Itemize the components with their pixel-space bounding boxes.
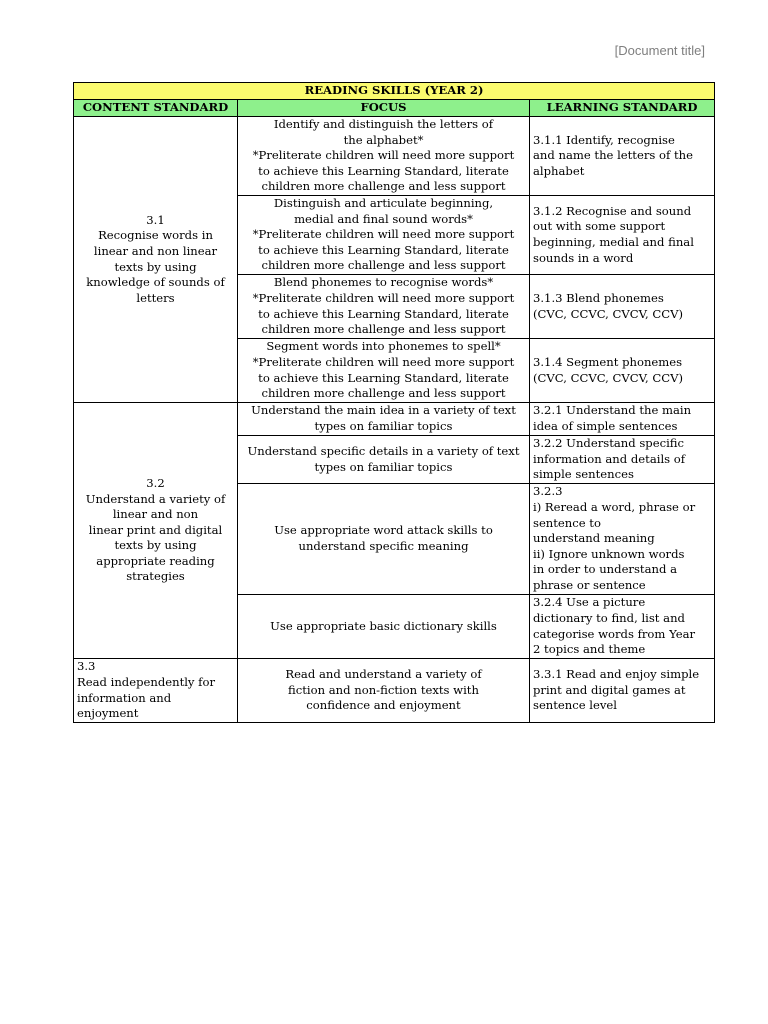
learning-standard-cell: 3.1.4 Segment phonemes (CVC, CCVC, CVCV, CCV) [530, 339, 715, 403]
learning-standard-cell: 3.1.1 Identify, recognise and name the letters of the alphabet [530, 117, 715, 196]
learning-standard-cell: 3.2.4 Use a picture dictionary to find, list and categorise words from Year 2 topics and theme [530, 595, 715, 659]
table-header-row [74, 100, 715, 117]
focus-cell: Identify and distinguish the letters of the alphabet* *Preliterate children will need more support to achieve this Learning Standard, literate children more challenge and less support [238, 117, 530, 196]
reading-skills-table [73, 82, 715, 723]
focus-cell: Use appropriate word attack skills to understand specific meaning [238, 484, 530, 595]
learning-standard-cell: 3.2.2 Understand specific information and details of simple sentences [530, 436, 715, 484]
table-row [74, 117, 715, 196]
column-header-focus: FOCUS [238, 100, 530, 117]
learning-standard-cell: 3.1.3 Blend phonemes (CVC, CCVC, CVCV, CCV) [530, 275, 715, 339]
table-row [74, 659, 715, 723]
focus-cell: Read and understand a variety of fiction and non-fiction texts with confidence and enjoyment [238, 659, 530, 723]
focus-cell: Use appropriate basic dictionary skills [238, 595, 530, 659]
learning-standard-cell: 3.3.1 Read and enjoy simple print and digital games at sentence level [530, 659, 715, 723]
focus-cell: Distinguish and articulate beginning, medial and final sound words* *Preliterate children will need more support to achieve this Learning Standard, literate children more challenge and less support [238, 196, 530, 275]
content-standard-cell: 3.3 Read independently for information and enjoyment [74, 659, 238, 723]
learning-standard-cell: 3.2.1 Understand the main idea of simple sentences [530, 403, 715, 436]
content-standard-cell: 3.2 Understand a variety of linear and non linear print and digital texts by using appropriate reading strategies [74, 403, 238, 659]
column-header-content-standard: CONTENT STANDARD [74, 100, 238, 117]
focus-cell: Understand specific details in a variety of text types on familiar topics [238, 436, 530, 484]
content-standard-cell: 3.1 Recognise words in linear and non linear texts by using knowledge of sounds of letters [74, 117, 238, 403]
table-title-row [74, 83, 715, 100]
focus-cell: Blend phonemes to recognise words* *Preliterate children will need more support to achieve this Learning Standard, literate children more challenge and less support [238, 275, 530, 339]
table-title: READING SKILLS (YEAR 2) [74, 83, 715, 100]
focus-cell: Segment words into phonemes to spell* *Preliterate children will need more support to achieve this Learning Standard, literate children more challenge and less support [238, 339, 530, 403]
column-header-learning-standard: LEARNING STANDARD [530, 100, 715, 117]
focus-cell: Understand the main idea in a variety of text types on familiar topics [238, 403, 530, 436]
learning-standard-cell: 3.2.3 i) Reread a word, phrase or sentence to understand meaning ii) Ignore unknown words in order to understand a phrase or sentence [530, 484, 715, 595]
learning-standard-cell: 3.1.2 Recognise and sound out with some support beginning, medial and final sounds in a word [530, 196, 715, 275]
table-row [74, 403, 715, 436]
document-title: [Document title] [614, 43, 705, 58]
